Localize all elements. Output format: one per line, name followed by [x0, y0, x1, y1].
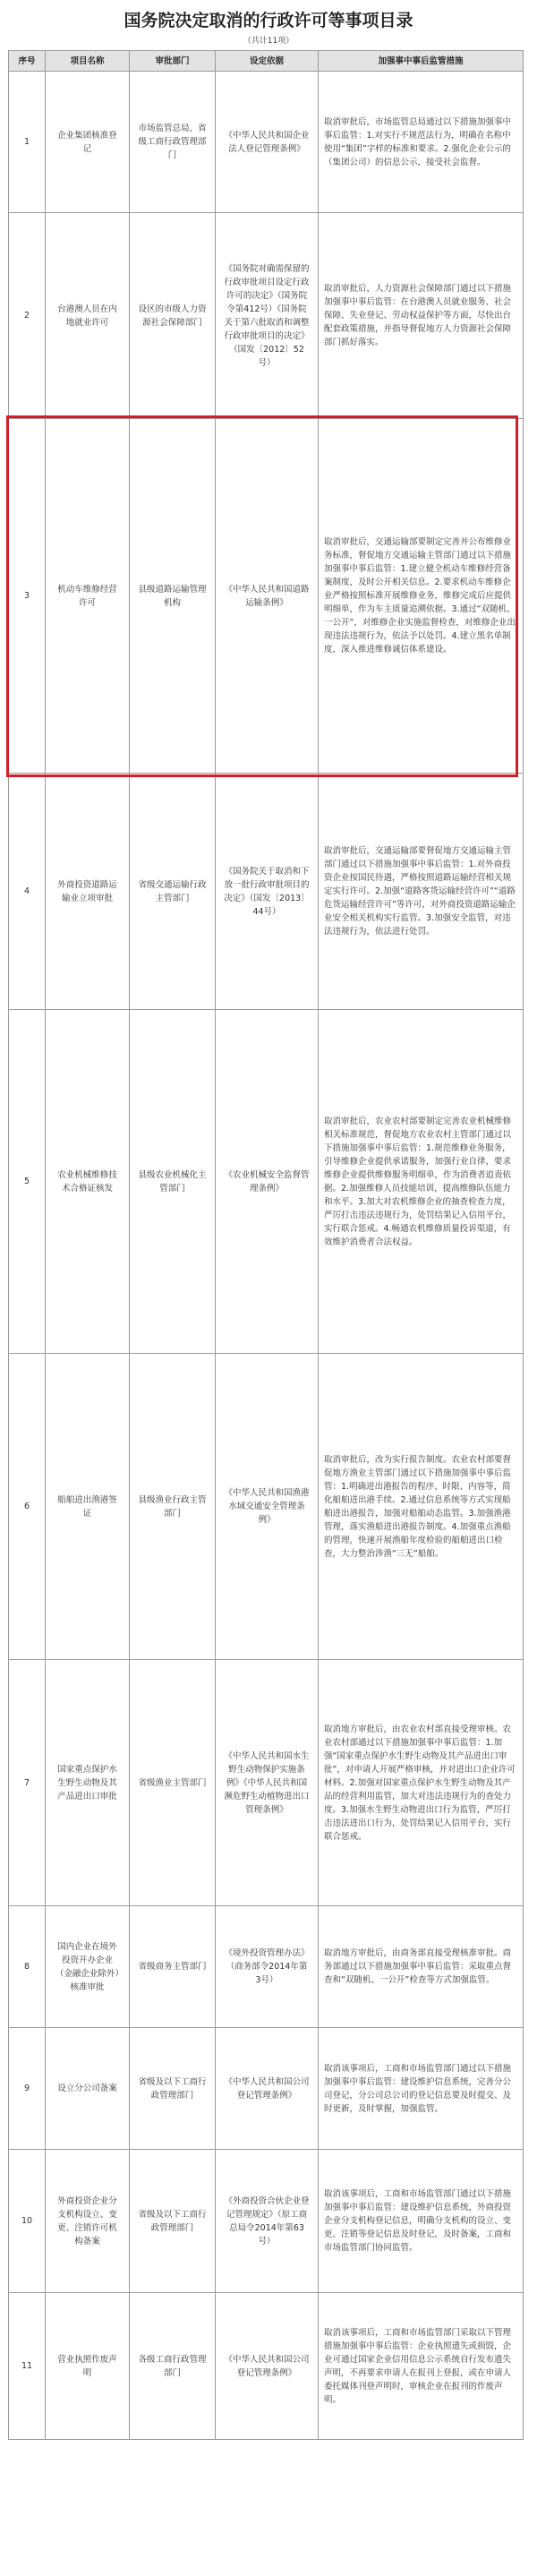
row-basis: 《国务院关于取消和下放一批行政审批项目的决定》（国发〔2013〕44号）	[216, 774, 319, 1010]
row-no: 6	[9, 1354, 46, 1660]
row-dept: 省级渔业主管部门	[130, 1660, 216, 1906]
row-measures: 取消该事项后，工商和市场监管部门通过以下措施加强事中事后监管：建设维护信息系统，外商投资企业分支机构登记信息，明确分支机构的设立、变更、注销等登记信息及时登记，及时备案，工商和市场监管部门协同监管。	[319, 2150, 524, 2293]
table-header-row	[9, 51, 524, 72]
row-no: 4	[9, 774, 46, 1010]
table-row	[9, 2028, 524, 2150]
row-dept: 县级渔业行政主管部门	[130, 1354, 216, 1660]
row-name: 船舶进出渔港签证	[46, 1354, 130, 1660]
table-row	[9, 1354, 524, 1660]
row-dept: 各级工商行政管理部门	[130, 2293, 216, 2440]
row-basis: 《中华人民共和国水生野生动物保护实施条例》《中华人民共和国濒危野生动植物进出口管理条例》	[216, 1660, 319, 1906]
approval-items-table	[8, 50, 524, 2440]
row-name: 国内企业在境外投资开办企业（金融企业除外）核准审批	[46, 1906, 130, 2028]
row-no: 5	[9, 1010, 46, 1354]
row-no: 7	[9, 1660, 46, 1906]
header-measures: 加强事中事后监管措施	[319, 51, 524, 72]
table-row	[9, 2293, 524, 2440]
header-basis: 设定依据	[216, 51, 319, 72]
row-basis: 《中华人民共和国企业法人登记管理条例》	[216, 72, 319, 213]
row-no: 8	[9, 1906, 46, 2028]
row-measures: 取消该事项后，工商和市场监管部门采取以下管理措施加强事中事后监管：企业执照遗失或损毁，企业可通过国家企业信用信息公示系统自行发布遗失声明，不再要求申请人在报刊上登报，或在申请人委托媒体刊登声明时，审核企业在报刊的作废声明。	[319, 2293, 524, 2440]
document-title: 国务院决定取消的行政许可等事项目录	[124, 11, 413, 30]
header-name: 项目名称	[46, 51, 130, 72]
row-name: 台港澳人员在内地就业许可	[46, 213, 130, 419]
row-no: 11	[9, 2293, 46, 2440]
row-basis: 《外商投资合伙企业登记管理规定》（原工商总局令2014年第63号）	[216, 2150, 319, 2293]
row-measures: 取消审批后，改为实行报告制度。农业农村部要督促地方渔业主管部门通过以下措施加强事中事后监管：1.明确进出港报告的程序、时限、内容等，简化船舶进出港手续。2.通过信息系统等方式实现船舶进出港报告，加强对船舶动态监管。3.加强渔港管理，落实渔船进出港报告制度。4.加强重点渔船的管理，快速开展渔船年度检验的船舶进出口检查，大力整治涉渔“三无”船舶。	[319, 1354, 524, 1660]
row-no: 1	[9, 72, 46, 213]
row-measures: 取消地方审批后，由农业农村部直接受理审核。农业农村部通过以下措施加强事中事后监管：1.加强“国家重点保护水生野生动物及其产品进出口审批”，对申请人开展严格审核，并对进出口企业许可材料。2.加强对国家重点保护水生野生动物及其产品的经营利用监管，加大对违法违规行为的查处力度。3.加强水生野生动物进出口行为监管，严厉打击违法进出口行为，处罚结果记入信用平台，实行联合惩戒。	[319, 1660, 524, 1906]
row-name: 机动车维修经营许可	[46, 419, 130, 774]
row-dept: 省级交通运输行政主管部门	[130, 774, 216, 1010]
row-name: 国家重点保护水生野生动物及其产品进出口审批	[46, 1660, 130, 1906]
row-basis: 《农业机械安全监督管理条例》	[216, 1010, 319, 1354]
header-dept: 审批部门	[130, 51, 216, 72]
table-row	[9, 72, 524, 213]
row-measures: 取消审批后，人力资源社会保障部门通过以下措施加强事中事后监管：在台港澳人员就业服务、社会保障、失业登记、劳动权益保护等方面，尽快出台配套政策措施，并指导督促地方人力资源社会保障部门抓好落实。	[319, 213, 524, 419]
table-row	[9, 213, 524, 419]
row-basis: 《中华人民共和国公司登记管理条例》	[216, 2028, 319, 2150]
row-measures: 取消该事项后，工商和市场监管部门通过以下措施加强事中事后监管：建设维护信息系统，完善分公司登记，分公司总公司的登记信息要及时提交、及时更新，及时掌握，加强监管。	[319, 2028, 524, 2150]
table-row-highlighted	[9, 419, 524, 774]
table-row	[9, 1906, 524, 2028]
row-name: 外商投资道路运输业立项审批	[46, 774, 130, 1010]
row-no: 10	[9, 2150, 46, 2293]
row-dept: 省级商务主管部门	[130, 1906, 216, 2028]
row-basis: 《国务院对确需保留的行政审批项目设定行政许可的决定》（国务院令第412号）《国务院关于第六批取消和调整行政审批项目的决定》（国发〔2012〕52号）	[216, 213, 319, 419]
row-dept: 省级及以下工商行政管理部门	[130, 2028, 216, 2150]
row-measures: 取消审批后，市场监管总局通过以下措施加强事中事后监管：1.对实行不规范法行为，明确在名称中使用“集团”字样的标准和要求。2.强化企业公示的（集团公司）的信息公示，接受社会监督。	[319, 72, 524, 213]
table-row	[9, 1660, 524, 1906]
header-no: 序号	[9, 51, 46, 72]
row-name: 外商投资企业分支机构设立、变更、注销许可机构备案	[46, 2150, 130, 2293]
row-measures: 取消审批后，交通运输部要制定完善并公布维修业务标准，督促地方交通运输主管部门通过以下措施加强事中事后监管：1.建立健全机动车维修经营备案制度，及时公开相关信息。2.要求机动车维修企业严格按照标准开展维修业务，维修完成后应提供明细单，作为车主质量追溯依据。3.通过“双随机、一公开”，对维修企业实施监督检查，对维修企业出现违法违规行为，依法予以处罚。4.建立黑名单制度，深入推进维修诚信体系建设。	[319, 419, 524, 774]
row-basis: 《中华人民共和国渔港水域交通安全管理条例》	[216, 1354, 319, 1660]
row-dept: 县级道路运输管理机构	[130, 419, 216, 774]
row-dept: 设区的市级人力资源社会保障部门	[130, 213, 216, 419]
row-name: 农业机械维修技术合格证核发	[46, 1010, 130, 1354]
document-subtitle: （共计11项）	[243, 37, 294, 46]
table-row	[9, 1010, 524, 1354]
row-measures: 取消审批后，交通运输部要督促地方交通运输主管部门通过以下措施加强事中事后监管：1.对外商投资企业按国民待遇，严格按照道路运输经营相关规定实行许可。2.加强“道路客货运输经营许可”“道路危货运输经营许可”等许可，对外商投资道路运输企业安全相关机构实行监管。3.加强安全监管，对违法违规行为，依法进行处罚。	[319, 774, 524, 1010]
row-measures: 取消地方审批后，由商务部直接受理核准审批。商务部通过以下措施加强事中事后监管：采取重点督查和“双随机、一公开”检查等方式加强监管。	[319, 1906, 524, 2028]
table-row	[9, 2150, 524, 2293]
row-no: 3	[9, 419, 46, 774]
row-measures: 取消审批后，农业农村部要制定完善农业机械维修相关标准规范，督促地方农业农村主管部门通过以下措施加强事中事后监管：1.规范维修业务服务，引导维修企业提供承诺服务，加强行业自律，要求维修企业提供维修服务明细单，作为消费者追责依据。2.加强维修人员技能培训，提高维修队伍能力和水平。3.加大对农机维修企业的抽查检查力度，严厉打击违法违规行为，处罚结果记入信用平台，实行联合惩戒。4.畅通农机维修质量投诉渠道，有效维护消费者合法权益。	[319, 1010, 524, 1354]
row-basis: 《境外投资管理办法》（商务部令2014年第3号）	[216, 1906, 319, 2028]
row-name: 设立分公司备案	[46, 2028, 130, 2150]
row-dept: 市场监管总局，省级工商行政管理部门	[130, 72, 216, 213]
row-basis: 《中华人民共和国公司登记管理条例》	[216, 2293, 319, 2440]
row-dept: 省级及以下工商行政管理部门	[130, 2150, 216, 2293]
row-no: 9	[9, 2028, 46, 2150]
row-basis: 《中华人民共和国道路运输条例》	[216, 419, 319, 774]
table-row	[9, 774, 524, 1010]
row-name: 企业集团核准登记	[46, 72, 130, 213]
row-name: 营业执照作废声明	[46, 2293, 130, 2440]
row-no: 2	[9, 213, 46, 419]
row-dept: 县级农业机械化主管部门	[130, 1010, 216, 1354]
